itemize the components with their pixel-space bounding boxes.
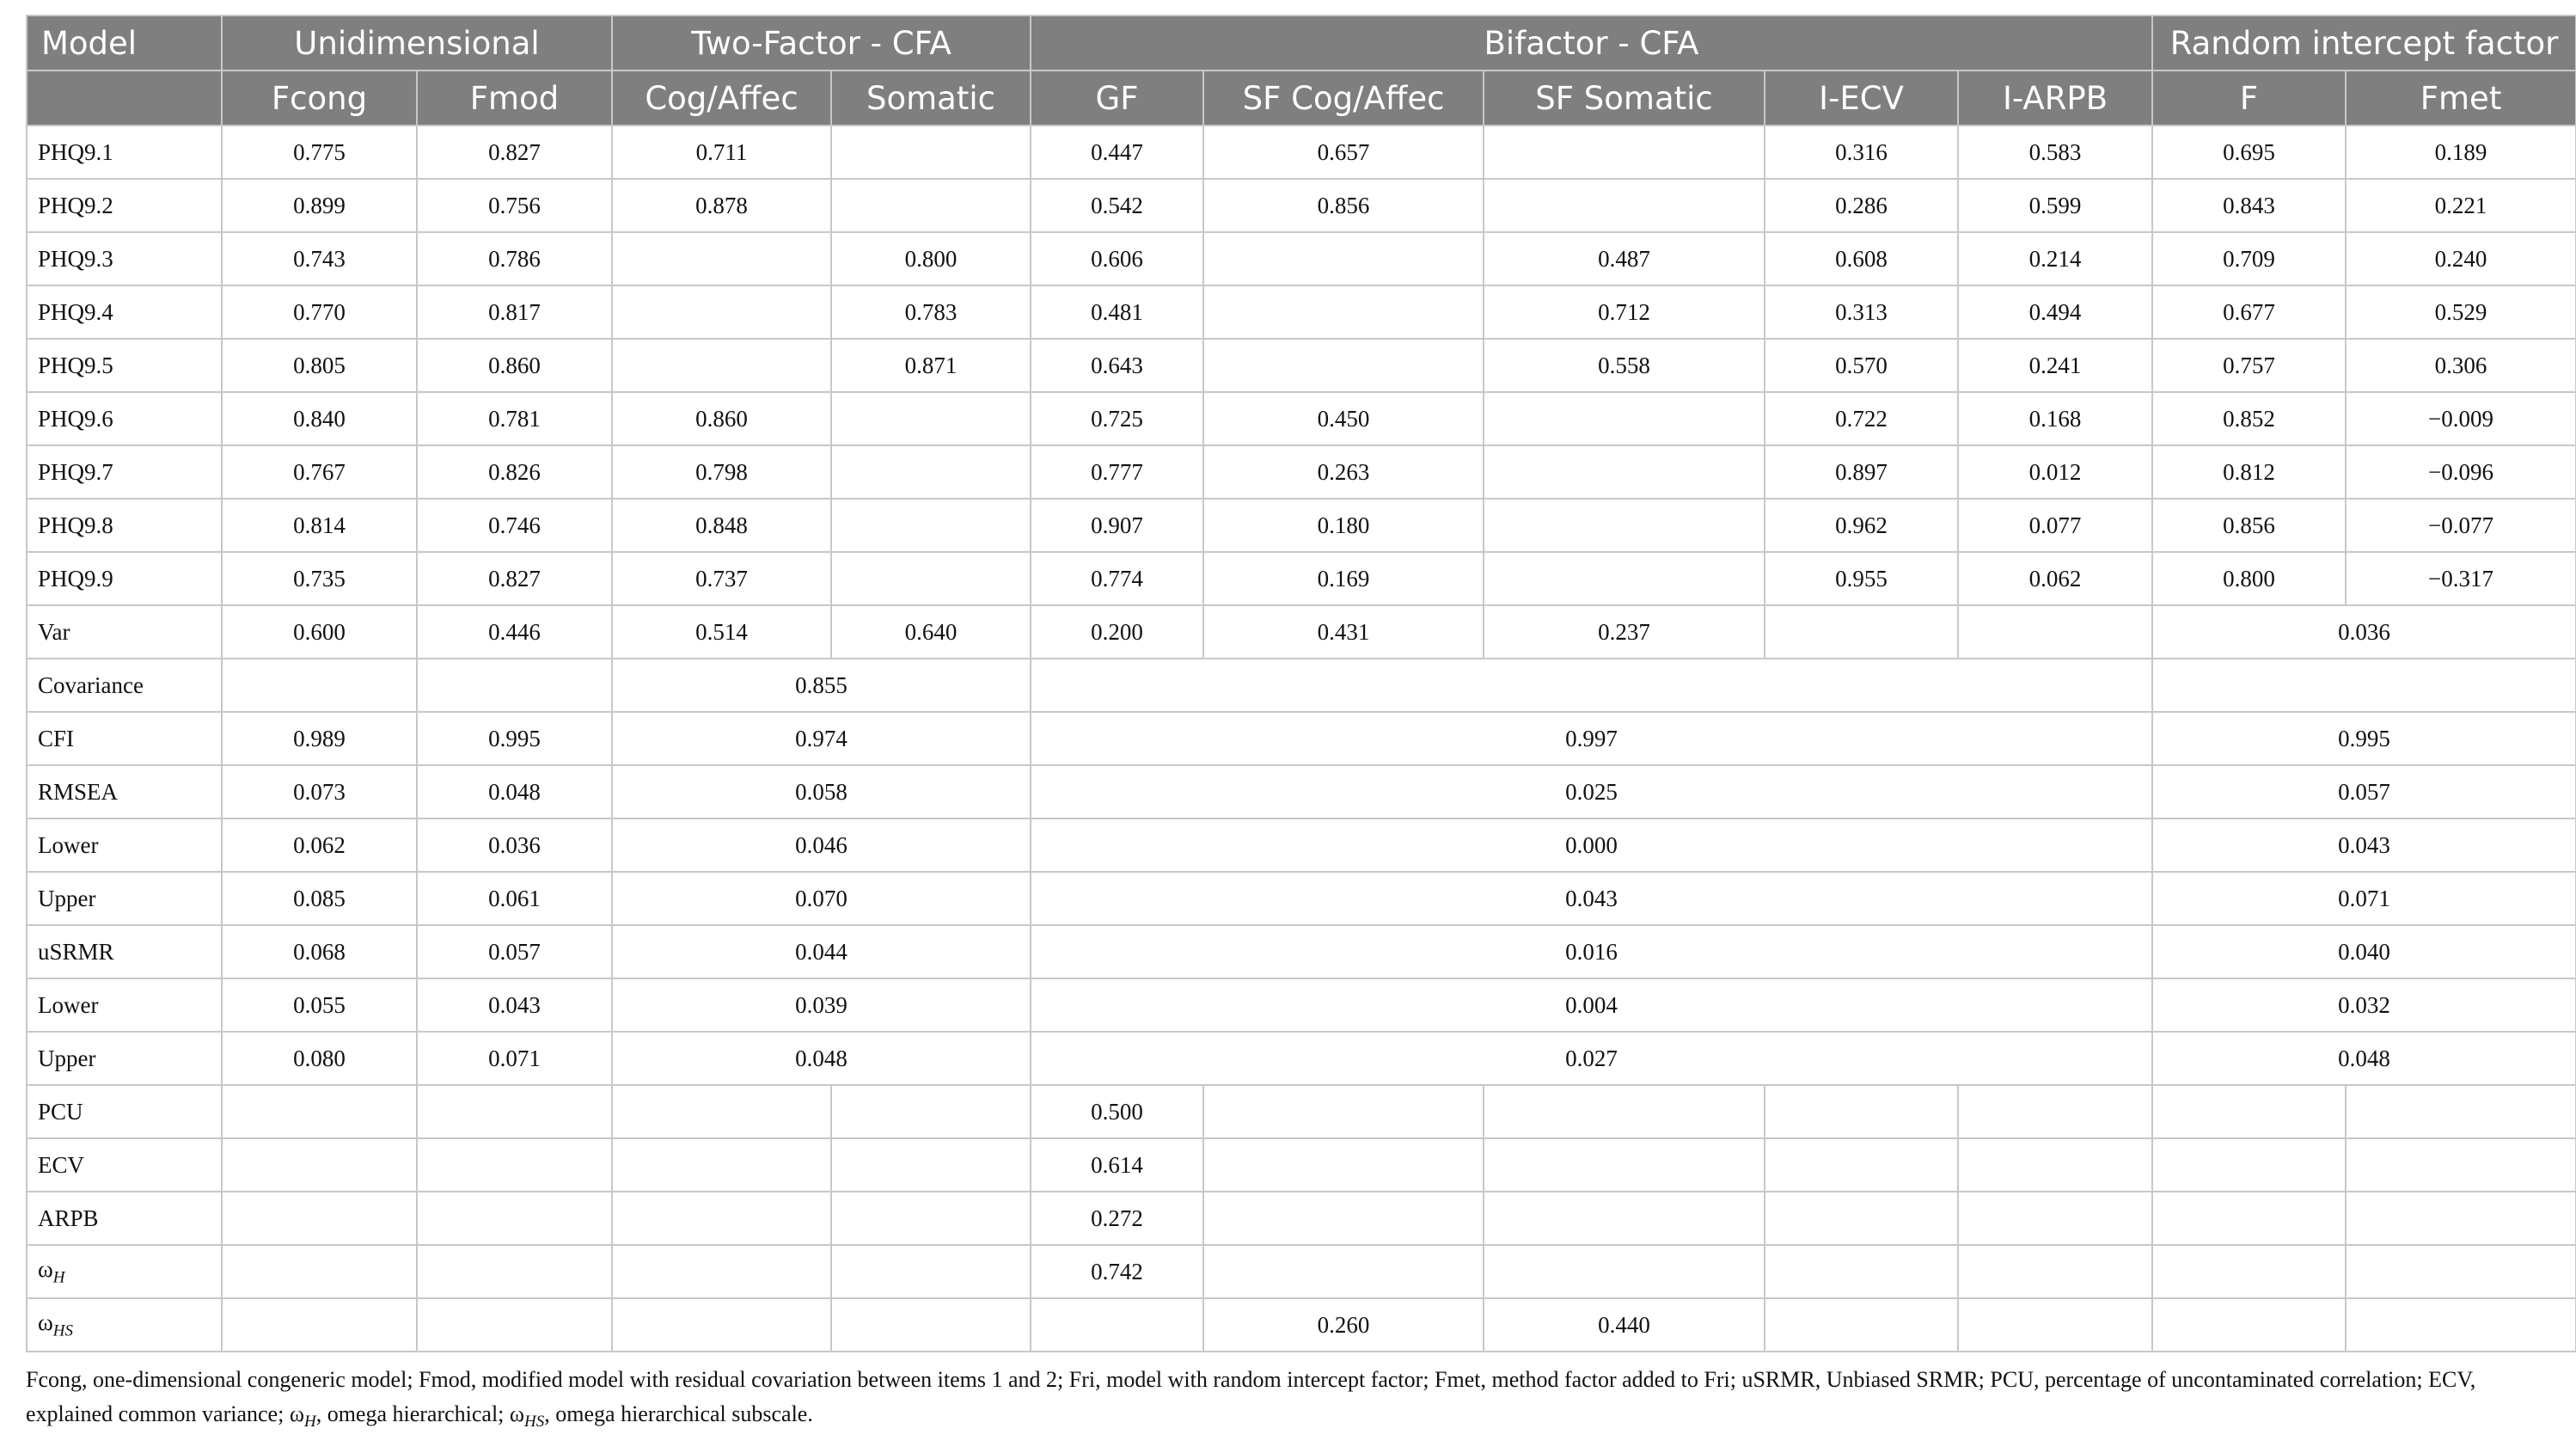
cell-iarpb: 0.583 [1958,126,2152,179]
cell-sf-cogaffec: 0.657 [1203,126,1484,179]
cell-iecv: 0.897 [1765,445,1958,499]
cell-sf-somatic [1484,179,1765,232]
row-label: PHQ9.4 [27,285,222,339]
cell-sf-cogaffec: 0.263 [1203,445,1484,499]
cell-iarpb: 0.241 [1958,339,2152,392]
cell-f: 0.856 [2152,499,2346,552]
group-unidimensional-header: Unidimensional [222,15,612,71]
cell-fmet [2346,1138,2576,1192]
cell-sf-cogaffec: 0.431 [1203,605,1484,659]
cell-somatic: 0.640 [831,605,1031,659]
table-row-index [27,1192,2576,1245]
cell-fmet [2346,1298,2576,1352]
col-model-header: Model [27,15,222,71]
cell-fcong: 0.068 [222,925,417,978]
cell-somatic: 0.783 [831,285,1031,339]
cell-fmod [417,1245,612,1298]
row-label: Upper [27,872,222,925]
cell-somatic [831,1192,1031,1245]
omega-symbol: ω [38,1255,53,1282]
cell-bifactor: 0.027 [1031,1032,2152,1085]
cell-somatic [831,499,1031,552]
cell-somatic [831,1245,1031,1298]
cell-fmod: 0.826 [417,445,612,499]
cell-cogaffec [612,1298,831,1352]
col-somatic-header: Somatic [831,71,1031,126]
cell-iarpb: 0.062 [1958,552,2152,605]
cell-iecv [1765,605,1958,659]
omega-subscript: HS [52,1321,74,1340]
cell-fmod: 0.756 [417,179,612,232]
header-group-row [27,15,2576,71]
cell-fcong: 0.805 [222,339,417,392]
cell-fcong [222,1298,417,1352]
cell-fmod: 0.057 [417,925,612,978]
cell-iecv: 0.962 [1765,499,1958,552]
cell-iecv: 0.570 [1765,339,1958,392]
cell-sf-somatic [1484,552,1765,605]
cell-cogaffec [612,232,831,285]
cell-sf-somatic: 0.712 [1484,285,1765,339]
cell-fmod [417,1298,612,1352]
cell-fmet: −0.096 [2346,445,2576,499]
cell-fmod: 0.746 [417,499,612,552]
cell-random-intercept: 0.043 [2152,818,2576,872]
table-row-index [27,1138,2576,1192]
cell-fmet: 0.306 [2346,339,2576,392]
cell-fcong: 0.814 [222,499,417,552]
cell-cogaffec: 0.878 [612,179,831,232]
cell-fcong: 0.989 [222,712,417,765]
cell-gf: 0.500 [1031,1085,1203,1138]
cell-iecv [1765,1245,1958,1298]
cell-sf-somatic [1484,126,1765,179]
cell-somatic: 0.800 [831,232,1031,285]
cell-iarpb [1958,1085,2152,1138]
cell-fmod: 0.781 [417,392,612,445]
cell-fcong: 0.899 [222,179,417,232]
cell-cogaffec [612,1192,831,1245]
cell-random-intercept: 0.036 [2152,605,2576,659]
cell-fmet [2346,1192,2576,1245]
cell-fmod: 0.817 [417,285,612,339]
footnote-text-2: , omega hierarchical; [315,1401,510,1426]
cell-gf: 0.742 [1031,1245,1203,1298]
group-bifactor-header: Bifactor - CFA [1031,15,2152,71]
cell-iecv: 0.608 [1765,232,1958,285]
cell-fcong: 0.055 [222,978,417,1032]
cell-cogaffec [612,1138,831,1192]
cell-f: 0.677 [2152,285,2346,339]
cell-fmod: 0.827 [417,126,612,179]
cell-fmet [2346,1245,2576,1298]
table-row-fit [27,1032,2576,1085]
table-row-var [27,605,2576,659]
cell-cogaffec: 0.798 [612,445,831,499]
cell-gf: 0.614 [1031,1138,1203,1192]
cell-random-intercept: 0.071 [2152,872,2576,925]
row-label: Lower [27,818,222,872]
cell-fcong: 0.770 [222,285,417,339]
table-row-item [27,339,2576,392]
row-label: PHQ9.3 [27,232,222,285]
cell-somatic [831,445,1031,499]
cell-gf: 0.606 [1031,232,1203,285]
cell-two-factor: 0.046 [612,818,1031,872]
cell-iarpb: 0.599 [1958,179,2152,232]
cell-two-factor: 0.070 [612,872,1031,925]
cell-iarpb: 0.214 [1958,232,2152,285]
cell-fcong: 0.600 [222,605,417,659]
cell-gf: 0.907 [1031,499,1203,552]
table-row-item [27,179,2576,232]
row-label: PHQ9.2 [27,179,222,232]
cell-gf: 0.643 [1031,339,1203,392]
cell-fcong [222,1138,417,1192]
footnote-omega-symbol: ω [509,1401,525,1426]
col-gf-header: GF [1031,71,1203,126]
cell-f: 0.695 [2152,126,2346,179]
cell-cogaffec [612,1085,831,1138]
cell-fmod [417,659,612,712]
cell-bifactor: 0.997 [1031,712,2152,765]
cell-bifactor: 0.000 [1031,818,2152,872]
cell-fmod: 0.043 [417,978,612,1032]
cell-sf-cogaffec: 0.260 [1203,1298,1484,1352]
cell-fmod: 0.071 [417,1032,612,1085]
footnote-omega-hs-subscript: HS [524,1413,545,1432]
cell-two-factor: 0.048 [612,1032,1031,1085]
cell-f: 0.812 [2152,445,2346,499]
table-row-item [27,285,2576,339]
row-label: PHQ9.5 [27,339,222,392]
cell-random-intercept: 0.057 [2152,765,2576,818]
table-row-omega-h [27,1245,2576,1298]
cell-somatic [831,1138,1031,1192]
cell-f: 0.709 [2152,232,2346,285]
table-row-fit [27,978,2576,1032]
table-row-item [27,126,2576,179]
col-f-header: F [2152,71,2346,126]
cell-iecv: 0.955 [1765,552,1958,605]
cell-fcong [222,659,417,712]
cell-fmod [417,1138,612,1192]
cell-cogaffec: 0.514 [612,605,831,659]
col-empty-header [27,71,222,126]
table-row-item [27,552,2576,605]
row-label: CFI [27,712,222,765]
cell-iarpb [1958,1138,2152,1192]
cell-fcong: 0.775 [222,126,417,179]
cell-fmet: 0.529 [2346,285,2576,339]
row-label: ECV [27,1138,222,1192]
header-subcolumn-row [27,71,2576,126]
cell-f [2152,1085,2346,1138]
cell-sf-somatic: 0.487 [1484,232,1765,285]
cell-fcong: 0.840 [222,392,417,445]
cell-fmet: 0.221 [2346,179,2576,232]
col-iarpb-header: I-ARPB [1958,71,2152,126]
cell-fmet: 0.240 [2346,232,2576,285]
table-row-item [27,445,2576,499]
footnote-text-1: Fcong, one-dimensional congeneric model; Fmod, modified model with residual covariation between items 1 and 2; Fri, model with random intercept factor; Fmet, method factor added to Fri; uSRMR, Unbiased SRMR; PCU, percentage of uncontaminated correlation; ECV, explained common variance; [26,1367,2476,1426]
cell-two-factor: 0.039 [612,978,1031,1032]
cell-f: 0.843 [2152,179,2346,232]
table-row-omega-hs [27,1298,2576,1352]
cell-gf: 0.542 [1031,179,1203,232]
cell-iecv [1765,1298,1958,1352]
cell-iecv: 0.316 [1765,126,1958,179]
cell-sf-cogaffec: 0.856 [1203,179,1484,232]
cell-gf: 0.447 [1031,126,1203,179]
cell-iecv [1765,1138,1958,1192]
table-row-covariance [27,659,2576,712]
cell-cogaffec [612,285,831,339]
cell-fmet: −0.317 [2346,552,2576,605]
cell-fmet: 0.189 [2346,126,2576,179]
group-two-factor-header: Two-Factor - CFA [612,15,1031,71]
cell-iecv [1765,1085,1958,1138]
cell-bifactor [1031,659,2152,712]
cell-cogaffec [612,1245,831,1298]
cell-random-intercept: 0.032 [2152,978,2576,1032]
cell-random-intercept [2152,659,2576,712]
cell-fcong [222,1192,417,1245]
cell-gf [1031,1298,1203,1352]
cell-bifactor: 0.043 [1031,872,2152,925]
cell-iarpb: 0.077 [1958,499,2152,552]
row-label: Upper [27,1032,222,1085]
cell-sf-cogaffec [1203,285,1484,339]
footnote-omega-h-subscript: H [303,1413,316,1432]
cell-fmet: −0.009 [2346,392,2576,445]
row-label: ARPB [27,1192,222,1245]
cell-iarpb: 0.494 [1958,285,2152,339]
cell-iecv: 0.722 [1765,392,1958,445]
cell-fmod: 0.860 [417,339,612,392]
table-row-fit [27,925,2576,978]
cell-gf: 0.725 [1031,392,1203,445]
table-row-item [27,232,2576,285]
cell-sf-somatic: 0.440 [1484,1298,1765,1352]
cell-bifactor: 0.025 [1031,765,2152,818]
col-sf-somatic-header: SF Somatic [1484,71,1765,126]
cell-sf-somatic: 0.237 [1484,605,1765,659]
cell-iecv: 0.313 [1765,285,1958,339]
row-label: PHQ9.1 [27,126,222,179]
cell-random-intercept: 0.040 [2152,925,2576,978]
cell-fmet: −0.077 [2346,499,2576,552]
cell-fcong: 0.743 [222,232,417,285]
cell-somatic [831,179,1031,232]
cell-gf: 0.481 [1031,285,1203,339]
cell-random-intercept: 0.048 [2152,1032,2576,1085]
factor-analysis-table [26,15,2576,1352]
cell-fcong: 0.062 [222,818,417,872]
cell-fmod: 0.446 [417,605,612,659]
cell-somatic [831,552,1031,605]
cell-gf: 0.200 [1031,605,1203,659]
group-random-intercept-header: Random intercept factor [2152,15,2576,71]
cell-fcong: 0.085 [222,872,417,925]
omega-symbol: ω [38,1309,53,1335]
cell-somatic [831,1298,1031,1352]
cell-somatic [831,392,1031,445]
cell-iarpb [1958,605,2152,659]
cell-fmod: 0.786 [417,232,612,285]
footnote-text-3: , omega hierarchical subscale. [544,1401,813,1426]
cell-sf-somatic [1484,392,1765,445]
cell-iarpb [1958,1192,2152,1245]
row-label: PHQ9.8 [27,499,222,552]
cell-cogaffec: 0.711 [612,126,831,179]
cell-fmet [2346,1085,2576,1138]
cell-f [2152,1298,2346,1352]
cell-sf-cogaffec [1203,1245,1484,1298]
cell-gf: 0.777 [1031,445,1203,499]
cell-sf-cogaffec: 0.169 [1203,552,1484,605]
cell-fcong [222,1245,417,1298]
cell-fcong [222,1085,417,1138]
cell-gf: 0.272 [1031,1192,1203,1245]
cell-sf-somatic [1484,499,1765,552]
cell-sf-cogaffec [1203,339,1484,392]
cell-gf: 0.774 [1031,552,1203,605]
table-row-fit [27,872,2576,925]
cell-iecv: 0.286 [1765,179,1958,232]
table-row-item [27,499,2576,552]
row-label: RMSEA [27,765,222,818]
cell-fcong: 0.767 [222,445,417,499]
cell-two-factor: 0.058 [612,765,1031,818]
cell-sf-cogaffec [1203,1138,1484,1192]
cell-fmod: 0.995 [417,712,612,765]
col-iecv-header: I-ECV [1765,71,1958,126]
cell-sf-somatic: 0.558 [1484,339,1765,392]
table-row-fit [27,765,2576,818]
table-row-item [27,392,2576,445]
cell-sf-cogaffec: 0.180 [1203,499,1484,552]
cell-f [2152,1192,2346,1245]
row-label: PCU [27,1085,222,1138]
cell-f: 0.800 [2152,552,2346,605]
cell-somatic [831,1085,1031,1138]
col-fmod-header: Fmod [417,71,612,126]
cell-sf-somatic [1484,1085,1765,1138]
table-row-fit [27,712,2576,765]
cell-cogaffec: 0.860 [612,392,831,445]
table-row-index [27,1085,2576,1138]
cell-two-factor: 0.855 [612,659,1031,712]
cell-sf-cogaffec [1203,232,1484,285]
cell-iarpb [1958,1245,2152,1298]
row-label: uSRMR [27,925,222,978]
cell-bifactor: 0.004 [1031,978,2152,1032]
cell-fcong: 0.735 [222,552,417,605]
cell-fmod: 0.036 [417,818,612,872]
row-label: PHQ9.6 [27,392,222,445]
cell-cogaffec [612,339,831,392]
cell-cogaffec: 0.848 [612,499,831,552]
cell-sf-cogaffec: 0.450 [1203,392,1484,445]
cell-fmod [417,1192,612,1245]
row-label: Covariance [27,659,222,712]
cell-iecv [1765,1192,1958,1245]
col-cogaffec-header: Cog/Affec [612,71,831,126]
cell-sf-cogaffec [1203,1192,1484,1245]
row-label-omega-h [27,1245,222,1298]
cell-random-intercept: 0.995 [2152,712,2576,765]
cell-sf-somatic [1484,445,1765,499]
cell-cogaffec: 0.737 [612,552,831,605]
omega-subscript: H [52,1268,65,1287]
cell-iarpb [1958,1298,2152,1352]
table-row-fit [27,818,2576,872]
col-sf-cogaffec-header: SF Cog/Affec [1203,71,1484,126]
row-label: PHQ9.7 [27,445,222,499]
cell-f: 0.757 [2152,339,2346,392]
col-fcong-header: Fcong [222,71,417,126]
col-fmet-header: Fmet [2346,71,2576,126]
cell-two-factor: 0.974 [612,712,1031,765]
cell-bifactor: 0.016 [1031,925,2152,978]
cell-f [2152,1138,2346,1192]
footnote-omega-symbol: ω [289,1401,304,1426]
cell-two-factor: 0.044 [612,925,1031,978]
cell-fmod: 0.061 [417,872,612,925]
cell-f [2152,1245,2346,1298]
cell-somatic [831,126,1031,179]
cell-fcong: 0.080 [222,1032,417,1085]
cell-iarpb: 0.168 [1958,392,2152,445]
cell-sf-somatic [1484,1192,1765,1245]
cell-fmod: 0.827 [417,552,612,605]
row-label-omega-hs [27,1298,222,1352]
row-label: PHQ9.9 [27,552,222,605]
cell-sf-cogaffec [1203,1085,1484,1138]
cell-f: 0.852 [2152,392,2346,445]
cell-iarpb: 0.012 [1958,445,2152,499]
cell-fmod [417,1085,612,1138]
cell-sf-somatic [1484,1138,1765,1192]
cell-sf-somatic [1484,1245,1765,1298]
row-label: Lower [27,978,222,1032]
cell-fmod: 0.048 [417,765,612,818]
cell-somatic: 0.871 [831,339,1031,392]
table-footnote [26,1363,2561,1439]
row-label: Var [27,605,222,659]
results-table-container [26,15,2575,1352]
cell-fcong: 0.073 [222,765,417,818]
